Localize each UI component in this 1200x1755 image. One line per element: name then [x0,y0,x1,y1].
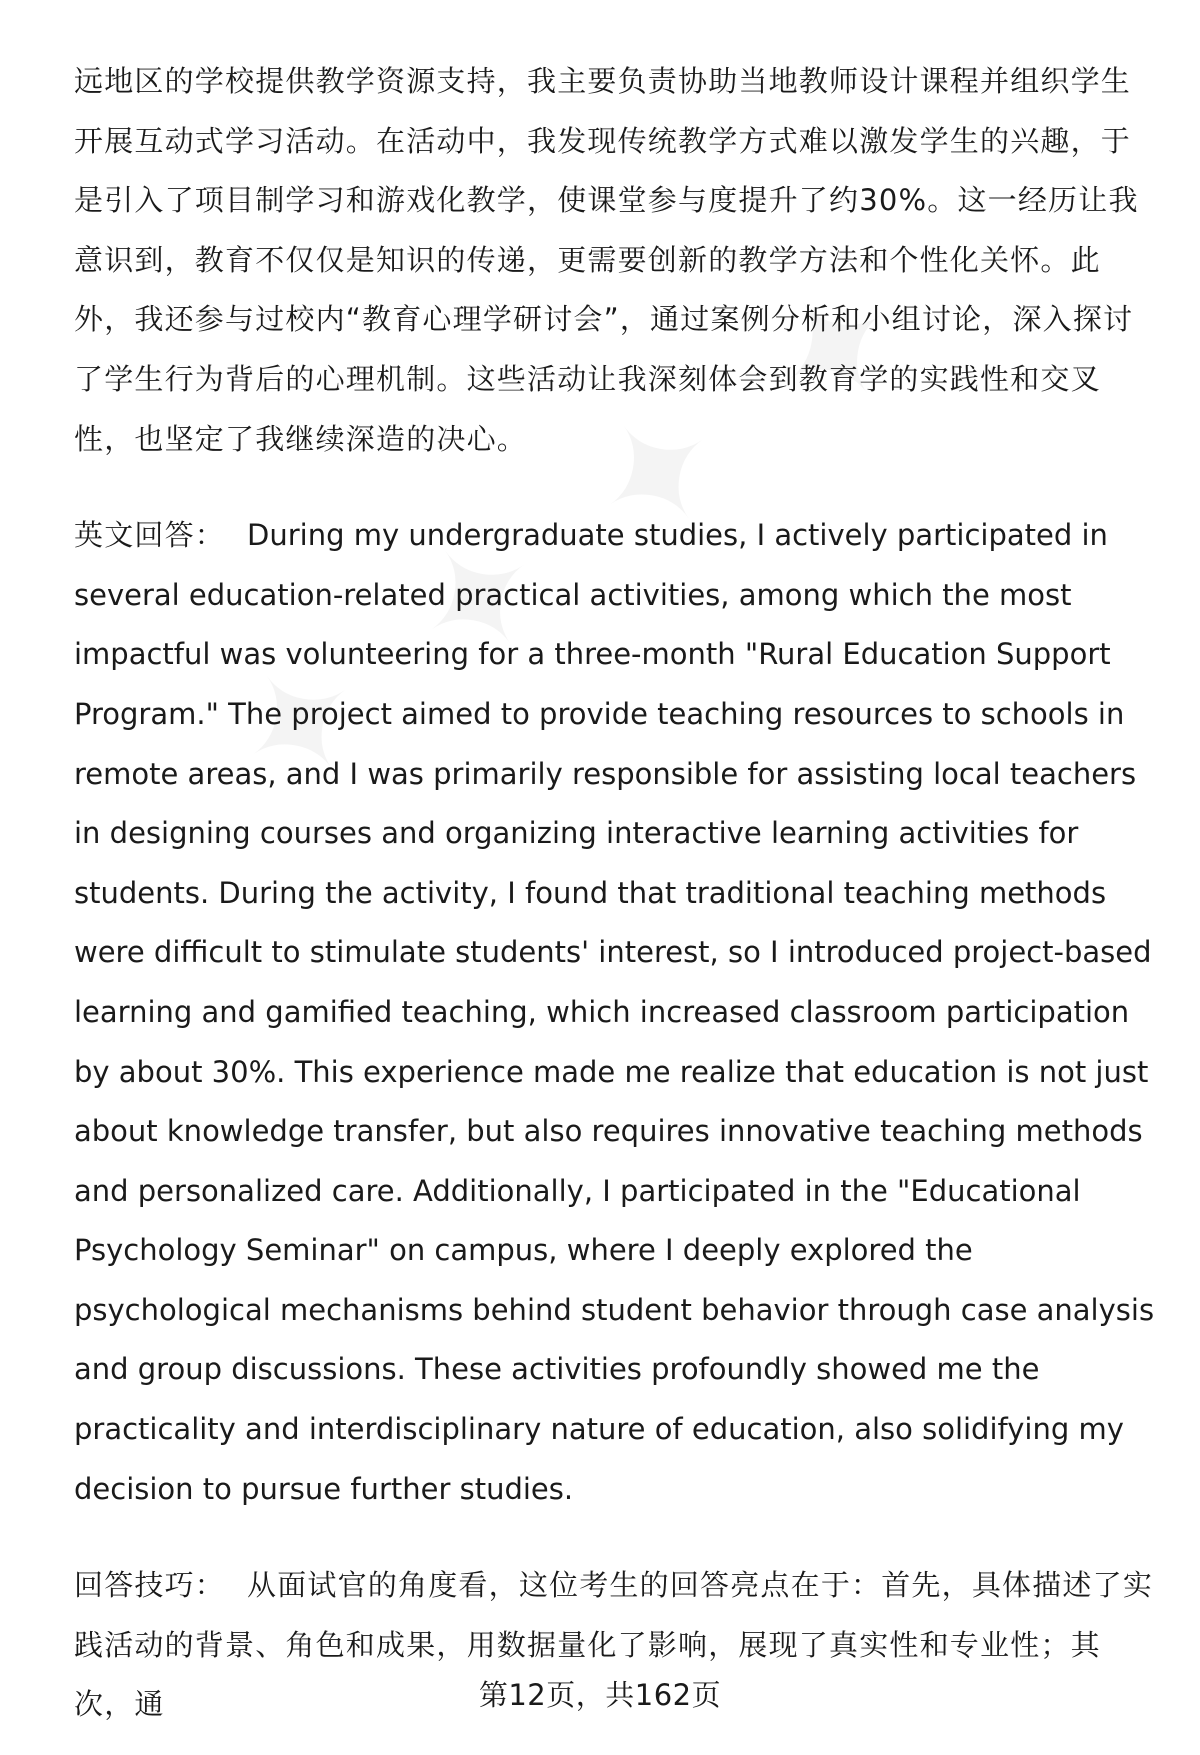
english-answer-text: During my undergraduate studies, I actively participated in several education-related practical activities, among which the most impactful was volunteering for a three-month "Rural Education Support Program." The project aimed to provide teaching resources to schools in remote areas, and I was primarily responsible for assisting local teachers in designing courses and organizing interactive learning activities for students. During the activity, I found that traditional teaching methods were difficult to stimulate students' interest, so I introduced project-based learning and gamified teaching, which increased classroom participation by about 30%. This experience made me realize that education is not just about knowledge transfer, but also requires innovative teaching methods and personalized care. Additionally, I participated in the "Educational Psychology Seminar" on campus, where I deeply explored the psychological mechanisms behind student behavior through case analysis and group discussions. These activities profoundly showed me the practicality and interdisciplinary nature of education, also solidifying my decision to pursue further studies. [74,518,1155,1506]
answer-tips-label: 回答技巧： [74,1568,226,1603]
document-body [74,52,1160,1735]
page-number-footer: 第12页，共162页 [478,1678,722,1712]
chinese-answer-paragraph: 远地区的学校提供教学资源支持，我主要负责协助当地教师设计课程并组织学生开展互动式学习活动。在活动中，我发现传统教学方式难以激发学生的兴趣，于是引入了项目制学习和游戏化教学，使课堂参与度提升了约30%。这一经历让我意识到，教育不仅仅是知识的传递，更需要创新的教学方法和个性化关怀。此外，我还参与过校内“教育心理学研讨会”，通过案例分析和小组讨论，深入探讨了学生行为背后的心理机制。这些活动让我深刻体会到教育学的实践性和交叉性，也坚定了我继续深造的决心。 [74,64,1139,456]
english-answer-block [74,506,1160,1519]
english-answer-label: 英文回答： [74,518,226,553]
answer-tips-text: 从面试官的角度看，这位考生的回答亮点在于：首先，具体描述了实践活动的背景、角色和成果，用数据量化了影响，展现了真实性和专业性；其次，通 [74,1568,1154,1722]
